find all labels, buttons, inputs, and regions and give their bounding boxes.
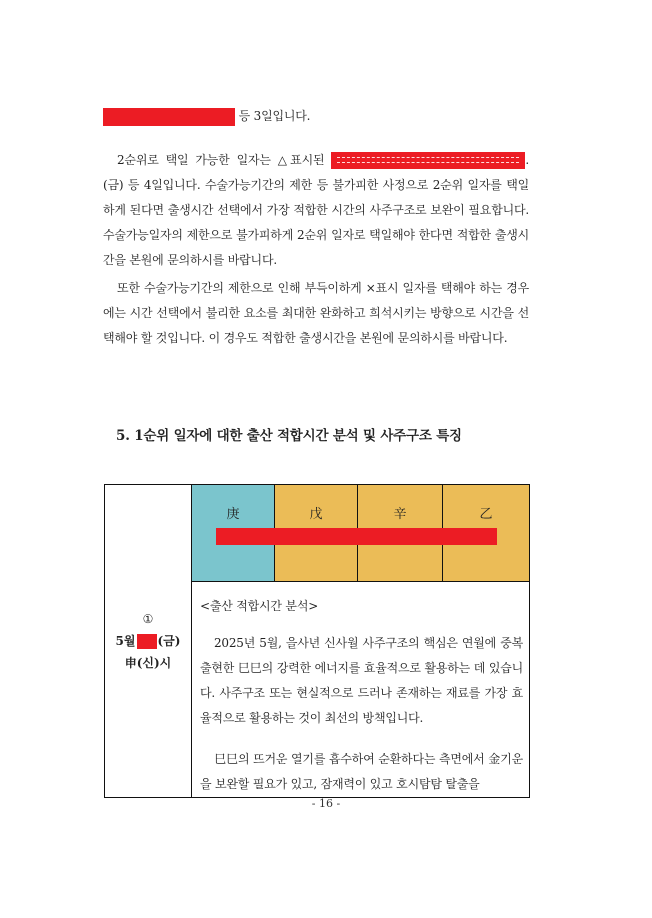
stem-cell-year: 乙 (443, 485, 530, 582)
date-label-cell (105, 485, 192, 798)
analysis-cell (192, 582, 530, 798)
paragraph-3 (103, 276, 529, 351)
analysis-title: <출산 적합시간 분석> (200, 599, 319, 613)
paragraph-2-lead: 2순위로 택일 가능한 일자는 △표시된 (117, 153, 325, 167)
analysis-paragraph-2: 巳巳의 뜨거운 열기를 흡수하여 순환하다는 측면에서 金기운을 보완할 필요가 있고, 잠재력이 있고 호시탐탐 탈출을 (200, 752, 523, 791)
paragraph-1-text: 등 3일입니다. (238, 109, 311, 123)
paragraph-1 (103, 104, 529, 129)
paragraph-2: 2순위로 택일 가능한 일자는 △표시된 . (금) 등 4일입니다. 수술가능기간의 제한 등 불가피한 사정으로 2순위 일자를 택일하게 된다면 출생시간 선택에서 가장 적합한 시간의 사주구조로 보완이 필요합니다. 수술가능일자의 제한으로 불가피하게 2순위 일자로 택일해야 한다면 적합한 출생시간을 본원에 문의하시를 바랍니다. (103, 153, 529, 267)
hour-label: 申(신)시 (124, 656, 172, 670)
stem-cell-hour: 庚 (192, 485, 275, 582)
paragraph-3-body: 또한 수술가능기간의 제한으로 인해 부득이하게 ×표시 일자를 택해야 하는 경우에는 시간 선택에서 불리한 요소를 최대한 완화하고 희석시키는 방향으로 시간을 선택해야 할 것입니다. 이 경우도 적합한 출생시간을 본원에 문의하시를 바랍니다. (103, 281, 529, 345)
page-number: - 16 - (311, 797, 341, 810)
redacted-dates (103, 108, 235, 126)
paragraph-2-body: (금) 등 4일입니다. 수술가능기간의 제한 등 불가피한 사정으로 2순위 일자를 택일하게 된다면 출생시간 선택에서 가장 적합한 시간의 사주구조로 보완이 필요합니다. 수술가능일자의 제한으로 불가피하게 2순위 일자로 택일해야 한다면 적합한 출생시간을 본원에 문의하시를 바랍니다. (103, 178, 529, 267)
rank-marker: ① (142, 612, 154, 626)
analysis-paragraph-1: 2025년 5월, 을사년 신사월 사주구조의 핵심은 연월에 중복 출현한 巳巳의 강력한 에너지를 효율적으로 활용하는 데 있습니다. 사주구조 또는 현실적으로 드러나 존재하는 재료를 가장 효율적으로 활용하는 것이 최선의 방책입니다. (200, 636, 523, 725)
stem-cell-month: 辛 (358, 485, 443, 582)
redacted-day (137, 634, 157, 649)
redacted-dates-2 (331, 152, 525, 169)
section-heading: 5. 1순위 일자에 대한 출산 적합시간 분석 및 사주구조 특징 (116, 428, 462, 444)
date-label: 5월 (금) (115, 634, 181, 648)
redacted-branches (216, 528, 497, 545)
stem-cell-day: 戊 (275, 485, 358, 582)
